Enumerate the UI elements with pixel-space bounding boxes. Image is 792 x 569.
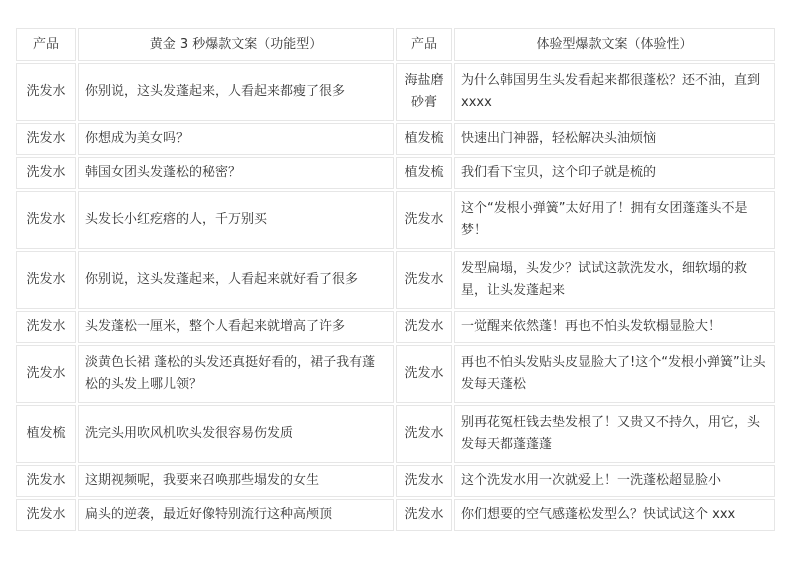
product-cell: 洗发水	[16, 63, 76, 121]
experience-copy-cell: 别再花冤枉钱去垫发根了！又贵又不持久，用它，头发每天都蓬蓬蓬	[454, 405, 775, 463]
functional-copy-cell: 这期视频呢，我要来召唤那些塌发的女生	[78, 465, 394, 497]
table-row	[16, 465, 775, 497]
table-row	[16, 251, 775, 309]
product-cell: 洗发水	[16, 465, 76, 497]
functional-copy-cell: 头发蓬松一厘米，整个人看起来就增高了许多	[78, 311, 394, 343]
table-row	[16, 311, 775, 343]
header-product-1: 产品	[16, 28, 76, 61]
functional-copy-cell: 你想成为美女吗？	[78, 123, 394, 155]
experience-copy-cell: 这个洗发水用一次就爱上！一洗蓬松超显脸小	[454, 465, 775, 497]
product-cell: 植发梳	[396, 123, 452, 155]
functional-copy-cell: 扁头的逆袭，最近好像特别流行这种高颅顶	[78, 499, 394, 531]
product-cell: 洗发水	[16, 311, 76, 343]
functional-copy-cell: 你别说，这头发蓬起来，人看起来都瘦了很多	[78, 63, 394, 121]
product-cell: 洗发水	[396, 191, 452, 249]
copywriting-table	[14, 26, 777, 533]
product-cell: 植发梳	[396, 157, 452, 189]
product-cell: 洗发水	[396, 345, 452, 403]
header-experience-copy: 体验型爆款文案（体验性）	[454, 28, 775, 61]
product-cell: 海盐磨砂膏	[396, 63, 452, 121]
functional-copy-cell: 洗完头用吹风机吹头发很容易伤发质	[78, 405, 394, 463]
product-cell: 洗发水	[396, 311, 452, 343]
product-cell: 洗发水	[16, 123, 76, 155]
product-cell: 洗发水	[396, 405, 452, 463]
experience-copy-cell: 快速出门神器，轻松解决头油烦恼	[454, 123, 775, 155]
table-row	[16, 345, 775, 403]
functional-copy-cell: 头发长小红疙瘩的人，千万别买	[78, 191, 394, 249]
product-cell: 洗发水	[16, 345, 76, 403]
experience-copy-cell: 发型扁塌，头发少？试试这款洗发水，细软塌的救星，让头发蓬起来	[454, 251, 775, 309]
functional-copy-cell: 你别说，这头发蓬起来，人看起来就好看了很多	[78, 251, 394, 309]
functional-copy-cell: 淡黄色长裙 蓬松的头发还真挺好看的，裙子我有蓬松的头发上哪儿领？	[78, 345, 394, 403]
experience-copy-cell: 你们想要的空气感蓬松发型么？快试试这个 xxx	[454, 499, 775, 531]
product-cell: 洗发水	[16, 191, 76, 249]
product-cell: 洗发水	[396, 251, 452, 309]
header-row	[16, 28, 775, 61]
product-cell: 洗发水	[396, 499, 452, 531]
experience-copy-cell: 我们看下宝贝，这个印子就是梳的	[454, 157, 775, 189]
functional-copy-cell: 韩国女团头发蓬松的秘密？	[78, 157, 394, 189]
product-cell: 洗发水	[396, 465, 452, 497]
product-cell: 植发梳	[16, 405, 76, 463]
experience-copy-cell: 再也不怕头发贴头皮显脸大了!这个“发根小弹簧”让头发每天蓬松	[454, 345, 775, 403]
experience-copy-cell: 这个“发根小弹簧”太好用了！拥有女团蓬蓬头不是梦！	[454, 191, 775, 249]
header-functional-copy: 黄金 3 秒爆款文案（功能型）	[78, 28, 394, 61]
experience-copy-cell: 为什么韩国男生头发看起来都很蓬松？还不油，直到 xxxx	[454, 63, 775, 121]
table-row	[16, 499, 775, 531]
product-cell: 洗发水	[16, 251, 76, 309]
copywriting-table-container	[14, 26, 775, 533]
table-row	[16, 157, 775, 189]
table-row	[16, 123, 775, 155]
table-row	[16, 405, 775, 463]
table-row	[16, 191, 775, 249]
experience-copy-cell: 一觉醒来依然蓬！再也不怕头发软榻显脸大！	[454, 311, 775, 343]
header-product-2: 产品	[396, 28, 452, 61]
table-row	[16, 63, 775, 121]
product-cell: 洗发水	[16, 157, 76, 189]
product-cell: 洗发水	[16, 499, 76, 531]
